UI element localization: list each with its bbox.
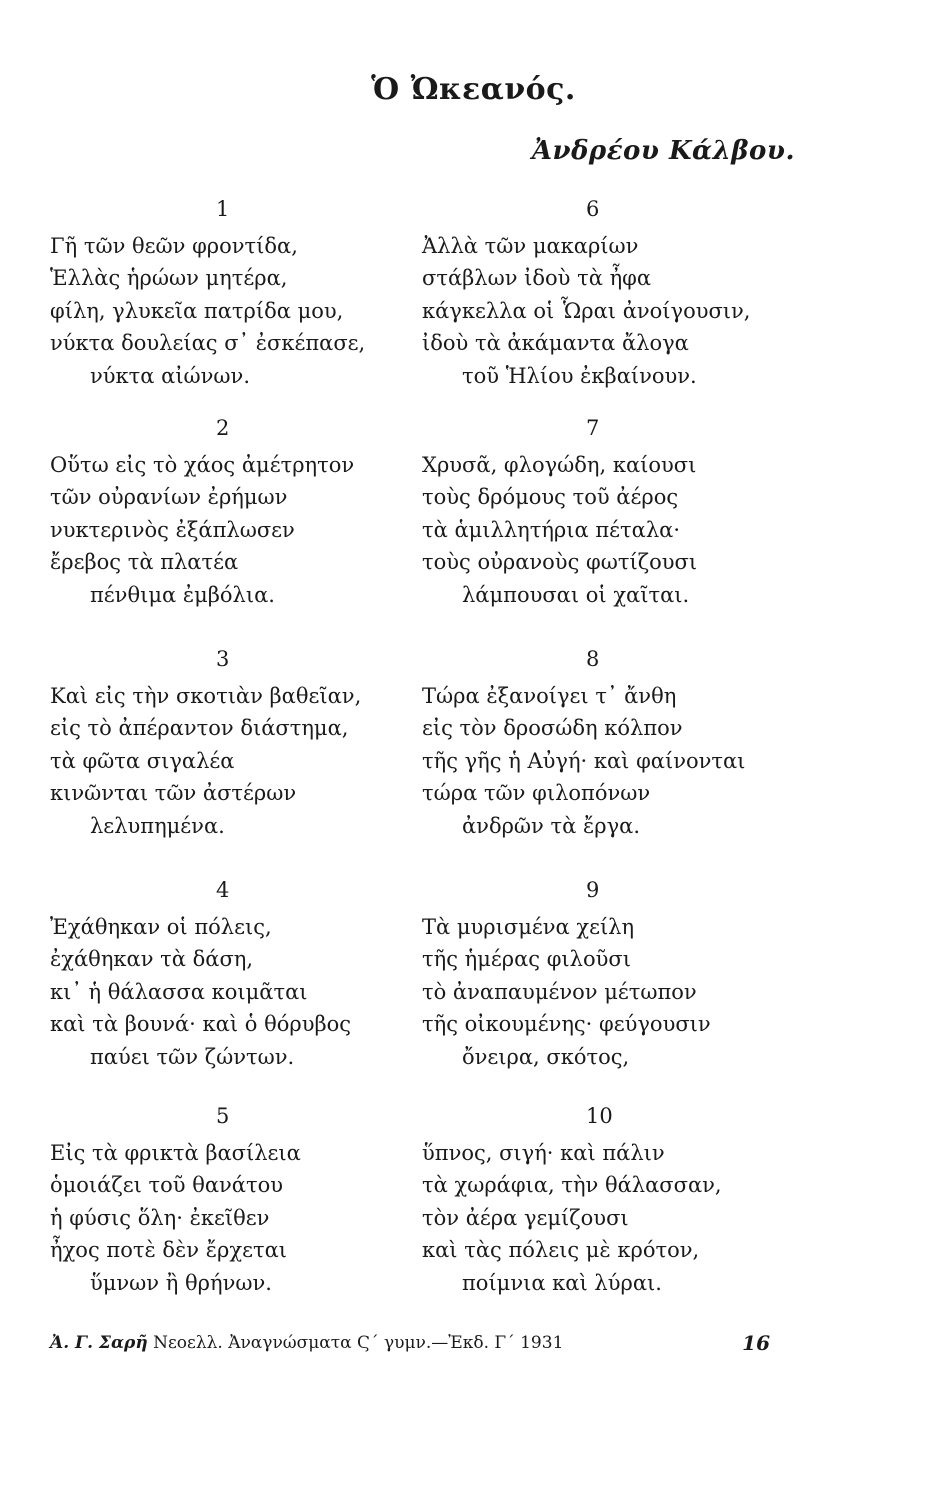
stanza-number: 9 (586, 878, 600, 902)
verse-line: Τὰ μυρισμένα χείλη (422, 914, 635, 939)
stanza-number: 8 (586, 647, 600, 671)
verse-line: ἦχος ποτὲ δὲν ἔρχεται (50, 1238, 287, 1262)
verse-line: φίλη, γλυκεῖα πατρίδα μου, (50, 298, 344, 323)
verse-line: τὸ ἀναπαυμένον μέτωπον (422, 979, 697, 1004)
verse-line: τοὺς δρόμους τοῦ ἀέρος (422, 485, 679, 509)
verse-line: ὄνειρα, σκότος, (462, 1044, 630, 1069)
verse-line: τὰ φῶτα σιγαλέα (50, 748, 235, 773)
footer-editor: Ἀ. Γ. Σαρῆ (50, 1333, 148, 1353)
stanza-5 (50, 1100, 301, 1299)
verse-line: τοῦ Ἡλίου ἐκβαίνουν. (462, 363, 697, 388)
verse-line: ὁμοιάζει τοῦ θανάτου (50, 1173, 284, 1197)
page-number: 16 (742, 1331, 770, 1355)
verse-line: τῶν οὐρανίων ἐρήμων (50, 485, 288, 509)
stanza-4 (50, 874, 351, 1073)
stanza-number: 7 (586, 416, 600, 440)
stanza-number: 1 (216, 197, 230, 221)
verse-line: καὶ τὰς πόλεις μὲ κρότον, (422, 1238, 700, 1262)
stanza-number: 2 (216, 416, 230, 440)
stanza-1 (50, 193, 365, 392)
verse-line: Ἑλλὰς ἡρώων μητέρα, (50, 266, 288, 290)
stanza-number: 3 (216, 647, 230, 671)
verse-line: πένθιμα ἐμβόλια. (90, 582, 275, 607)
verse-line: νύκτα αἰώνων. (90, 363, 251, 388)
verse-line: Τώρα ἐξανοίγει τ᾽ ἄνθη (422, 683, 677, 708)
stanza-number: 6 (586, 197, 600, 221)
verse-line: τὰ χωράφια, τὴν θάλασσαν, (422, 1173, 722, 1197)
poem-author: Ἀνδρέου Κάλβου. (531, 136, 795, 166)
verse-line: τὰ ἁμιλλητήρια πέταλα· (422, 517, 681, 542)
verse-line: τὸν ἀέρα γεμίζουσι (422, 1205, 629, 1230)
stanza-number: 4 (216, 878, 230, 902)
stanza-6 (422, 193, 750, 392)
verse-line: Οὕτω εἰς τὸ χάος ἀμέτρητον (50, 452, 355, 477)
verse-line: ὕμνων ἢ θρήνων. (90, 1270, 272, 1295)
verse-line: λελυπημένα. (90, 813, 225, 838)
verse-line: Χρυσᾶ, φλογώδη, καίουσι (422, 452, 697, 477)
stanza-9 (422, 874, 711, 1073)
verse-line: τῆς γῆς ἡ Αὐγή· καὶ φαίνονται (422, 748, 746, 773)
verse-line: Καὶ εἰς τὴν σκοτιὰν βαθεῖαν, (50, 683, 362, 708)
page-footer (50, 1333, 790, 1353)
verse-line: τώρα τῶν φιλοπόνων (422, 781, 651, 805)
stanza-3 (50, 643, 361, 842)
verse-line: νύκτα δουλείας σ᾽ ἐσκέπασε, (50, 331, 366, 355)
verse-line: τῆς ἡμέρας φιλοῦσι (422, 947, 631, 971)
verse-line: εἰς τὸν δροσώδη κόλπον (422, 716, 683, 740)
verse-line: εἰς τὸ ἀπέραντον διάστημα, (50, 716, 349, 740)
verse-line: τοὺς οὐρανοὺς φωτίζουσι (422, 550, 698, 574)
stanza-number: 10 (586, 1104, 613, 1128)
verse-line: ἡ φύσις ὅλη· ἐκεῖθεν (50, 1205, 270, 1230)
verse-line: νυκτερινὸς ἐξάπλωσεν (50, 517, 295, 542)
verse-line: Ἀλλὰ τῶν μακαρίων (422, 233, 639, 258)
stanza-number: 5 (216, 1104, 230, 1128)
verse-line: λάμπουσαι οἱ χαῖται. (462, 582, 690, 607)
verse-line: ποίμνια καὶ λύραι. (462, 1270, 662, 1295)
verse-line: παύει τῶν ζώντων. (90, 1044, 295, 1069)
verse-line: ἰδοὺ τὰ ἀκάμαντα ἄλογα (422, 331, 689, 355)
verse-line: κάγκελλα οἱ Ὧραι ἀνοίγουσιν, (422, 298, 751, 323)
verse-line: ὕπνος, σιγή· καὶ πάλιν (422, 1140, 665, 1165)
verse-line: κι᾽ ἡ θάλασσα κοιμᾶται (50, 979, 308, 1004)
verse-line: Γῆ τῶν θεῶν φροντίδα, (50, 233, 298, 258)
stanza-7 (422, 412, 697, 611)
verse-line: στάβλων ἰδοὺ τὰ ἦφα (422, 266, 652, 290)
verse-line: καὶ τὰ βουνά· καὶ ὁ θόρυβος (50, 1012, 352, 1036)
verse-line: Ἐχάθηκαν οἱ πόλεις, (50, 914, 272, 939)
verse-line: Εἰς τὰ φρικτὰ βασίλεια (50, 1140, 301, 1165)
verse-line: κινῶνται τῶν ἀστέρων (50, 781, 297, 805)
verse-line: ἐχάθηκαν τὰ δάση, (50, 947, 254, 971)
verse-line: ἔρεβος τὰ πλατέα (50, 550, 239, 574)
footer-citation: Νεοελλ. Ἀναγνώσματα Ϛ´ γυμν.—Ἐκδ. Γ´ 1931 (153, 1333, 564, 1353)
poem-title: Ὁ Ὠκεανός. (371, 72, 576, 107)
stanza-8 (422, 643, 745, 842)
verse-line: τῆς οἰκουμένης· φεύγουσιν (422, 1012, 711, 1036)
stanza-2 (50, 412, 354, 611)
stanza-10 (422, 1100, 722, 1299)
verse-line: ἀνδρῶν τὰ ἔργα. (462, 813, 640, 838)
